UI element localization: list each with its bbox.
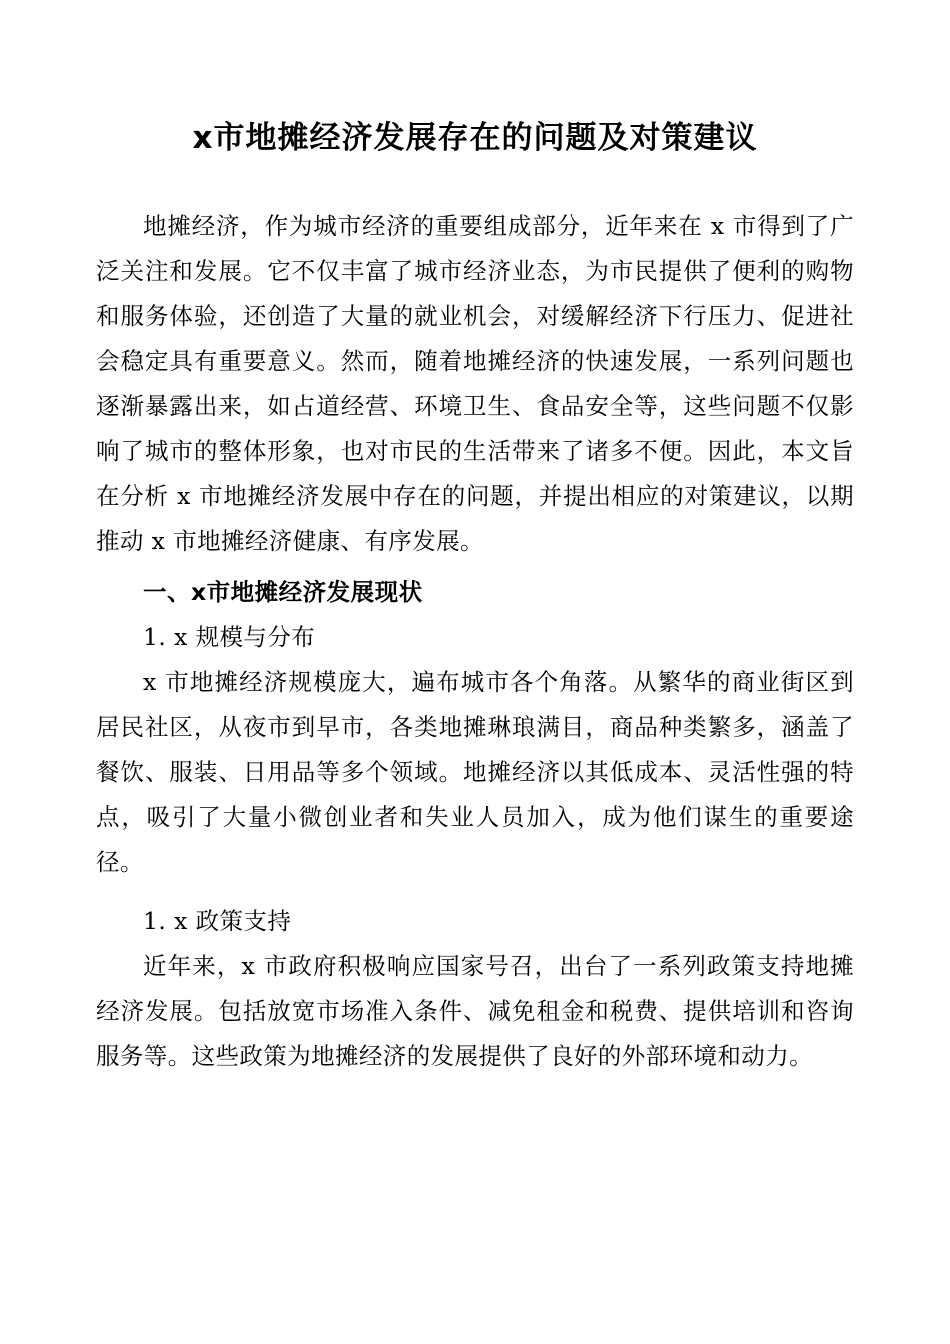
subsection-heading-policy: 1. x 政策支持 <box>143 906 292 935</box>
paragraph-spacer <box>96 887 854 899</box>
paragraph-scale-distribution: x 市地摊经济规模庞大，遍布城市各个角落。从繁华的商业街区到居民社区，从夜市到早市，各类地摊琳琅满目，商品种类繁多，涵盖了餐饮、服装、日用品等多个领域。地摊经济以其低成本、灵活性强的特点，吸引了大量小微创业者和失业人员加入，成为他们谋生的重要途径。 <box>96 667 854 876</box>
subsection-heading-scale: 1. x 规模与分布 <box>143 622 316 651</box>
section-heading-1: 一、x市地摊经济发展现状 <box>143 577 423 606</box>
page-title: x市地摊经济发展存在的问题及对策建议 <box>192 120 758 156</box>
paragraph-introduction: 地摊经济，作为城市经济的重要组成部分，近年来在 x 市得到了广泛关注和发展。它不仅丰富了城市经济业态，为市民提供了便利的购物和服务体验，还创造了大量的就业机会，对缓解经济下行压力、促进社会稳定具有重要意义。然而，随着地摊经济的快速发展，一系列问题也逐渐暴露出来，如占道经营、环境卫生、食品安全等，这些问题不仅影响了城市的整体形象，也对市民的生活带来了诸多不便。因此，本文旨在分析 x 市地摊经济发展中存在的问题，并提出相应的对策建议，以期推动 x 市地摊经济健康、有序发展。 <box>96 211 854 555</box>
paragraph-policy-support: 近年来，x 市政府积极响应国家号召，出台了一系列政策支持地摊经济发展。包括放宽市场准入条件、减免租金和税费、提供培训和咨询服务等。这些政策为地摊经济的发展提供了良好的外部环境和动力。 <box>96 951 854 1070</box>
